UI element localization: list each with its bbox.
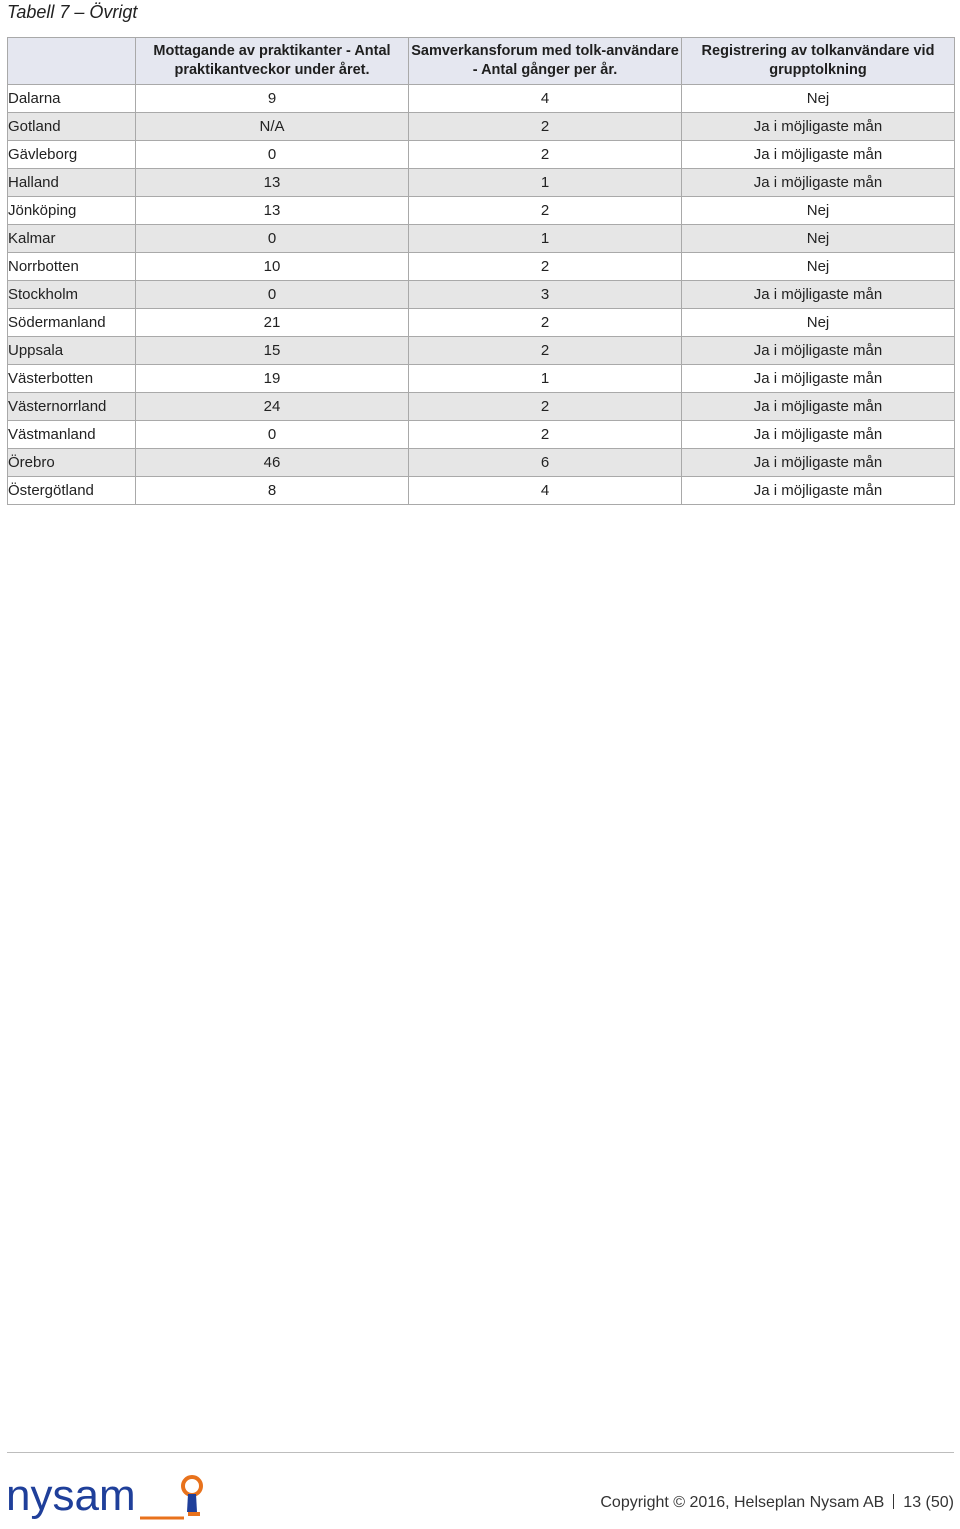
cell-registrering: Ja i möjligaste mån bbox=[682, 449, 955, 477]
cell-region: Gävleborg bbox=[8, 141, 136, 169]
nysam-logo-graphic bbox=[6, 1468, 206, 1524]
cell-samverkan: 2 bbox=[409, 421, 682, 449]
cell-registrering: Ja i möjligaste mån bbox=[682, 365, 955, 393]
header-praktik: Mottagande av praktikanter - Antal praktikantveckor under året. bbox=[136, 38, 409, 85]
footer-divider bbox=[7, 1452, 954, 1453]
keyhole-icon bbox=[183, 1477, 201, 1516]
cell-praktik: 8 bbox=[136, 477, 409, 505]
cell-samverkan: 2 bbox=[409, 337, 682, 365]
cell-praktik: 13 bbox=[136, 197, 409, 225]
cell-registrering: Nej bbox=[682, 309, 955, 337]
cell-praktik: 46 bbox=[136, 449, 409, 477]
cell-registrering: Ja i möjligaste mån bbox=[682, 393, 955, 421]
cell-registrering: Ja i möjligaste mån bbox=[682, 421, 955, 449]
cell-registrering: Ja i möjligaste mån bbox=[682, 169, 955, 197]
cell-praktik: 13 bbox=[136, 169, 409, 197]
cell-registrering: Ja i möjligaste mån bbox=[682, 113, 955, 141]
table-row bbox=[8, 225, 955, 253]
header-region bbox=[8, 38, 136, 85]
cell-samverkan: 1 bbox=[409, 225, 682, 253]
cell-samverkan: 1 bbox=[409, 169, 682, 197]
cell-praktik: N/A bbox=[136, 113, 409, 141]
header-samverkan: Samverkansforum med tolk-användare - Antal gånger per år. bbox=[409, 38, 682, 85]
cell-region: Halland bbox=[8, 169, 136, 197]
cell-praktik: 21 bbox=[136, 309, 409, 337]
nysam-logo bbox=[6, 1468, 206, 1529]
cell-praktik: 15 bbox=[136, 337, 409, 365]
table-header-row bbox=[8, 38, 955, 85]
cell-region: Dalarna bbox=[8, 85, 136, 113]
table-row bbox=[8, 253, 955, 281]
table-row bbox=[8, 393, 955, 421]
cell-region: Södermanland bbox=[8, 309, 136, 337]
copyright-text: Copyright © 2016, Helseplan Nysam AB bbox=[600, 1494, 885, 1511]
cell-samverkan: 2 bbox=[409, 393, 682, 421]
cell-region: Östergötland bbox=[8, 477, 136, 505]
table-row bbox=[8, 337, 955, 365]
cell-samverkan: 2 bbox=[409, 253, 682, 281]
page-number: 13 (50) bbox=[903, 1494, 954, 1511]
cell-registrering: Nej bbox=[682, 85, 955, 113]
cell-registrering: Nej bbox=[682, 197, 955, 225]
table-row bbox=[8, 169, 955, 197]
logo-text: nysam bbox=[6, 1471, 136, 1520]
footer-copyright bbox=[600, 1494, 954, 1512]
cell-region: Västerbotten bbox=[8, 365, 136, 393]
cell-samverkan: 2 bbox=[409, 197, 682, 225]
cell-praktik: 0 bbox=[136, 141, 409, 169]
table-row bbox=[8, 449, 955, 477]
table-row bbox=[8, 309, 955, 337]
table-row bbox=[8, 197, 955, 225]
cell-praktik: 0 bbox=[136, 225, 409, 253]
cell-region: Västernorrland bbox=[8, 393, 136, 421]
footer-separator bbox=[893, 1494, 894, 1509]
cell-praktik: 9 bbox=[136, 85, 409, 113]
cell-samverkan: 1 bbox=[409, 365, 682, 393]
cell-region: Örebro bbox=[8, 449, 136, 477]
table-body bbox=[8, 85, 955, 505]
cell-praktik: 10 bbox=[136, 253, 409, 281]
cell-samverkan: 2 bbox=[409, 113, 682, 141]
header-registrering: Registrering av tolkanvändare vid grupptolkning bbox=[682, 38, 955, 85]
cell-samverkan: 2 bbox=[409, 141, 682, 169]
cell-region: Västmanland bbox=[8, 421, 136, 449]
cell-registrering: Ja i möjligaste mån bbox=[682, 477, 955, 505]
cell-registrering: Nej bbox=[682, 253, 955, 281]
cell-registrering: Ja i möjligaste mån bbox=[682, 281, 955, 309]
cell-samverkan: 4 bbox=[409, 85, 682, 113]
table-caption: Tabell 7 – Övrigt bbox=[7, 2, 138, 22]
cell-samverkan: 2 bbox=[409, 309, 682, 337]
cell-registrering: Ja i möjligaste mån bbox=[682, 141, 955, 169]
table-row bbox=[8, 85, 955, 113]
cell-samverkan: 4 bbox=[409, 477, 682, 505]
cell-region: Norrbotten bbox=[8, 253, 136, 281]
table-row bbox=[8, 365, 955, 393]
cell-registrering: Ja i möjligaste mån bbox=[682, 337, 955, 365]
cell-region: Stockholm bbox=[8, 281, 136, 309]
table-row bbox=[8, 477, 955, 505]
cell-praktik: 0 bbox=[136, 281, 409, 309]
cell-praktik: 24 bbox=[136, 393, 409, 421]
cell-region: Jönköping bbox=[8, 197, 136, 225]
cell-registrering: Nej bbox=[682, 225, 955, 253]
table-row bbox=[8, 281, 955, 309]
cell-region: Kalmar bbox=[8, 225, 136, 253]
table-row bbox=[8, 141, 955, 169]
cell-region: Gotland bbox=[8, 113, 136, 141]
table-row bbox=[8, 113, 955, 141]
data-table bbox=[7, 37, 955, 505]
cell-praktik: 0 bbox=[136, 421, 409, 449]
table-row bbox=[8, 421, 955, 449]
cell-samverkan: 6 bbox=[409, 449, 682, 477]
cell-praktik: 19 bbox=[136, 365, 409, 393]
cell-samverkan: 3 bbox=[409, 281, 682, 309]
cell-region: Uppsala bbox=[8, 337, 136, 365]
